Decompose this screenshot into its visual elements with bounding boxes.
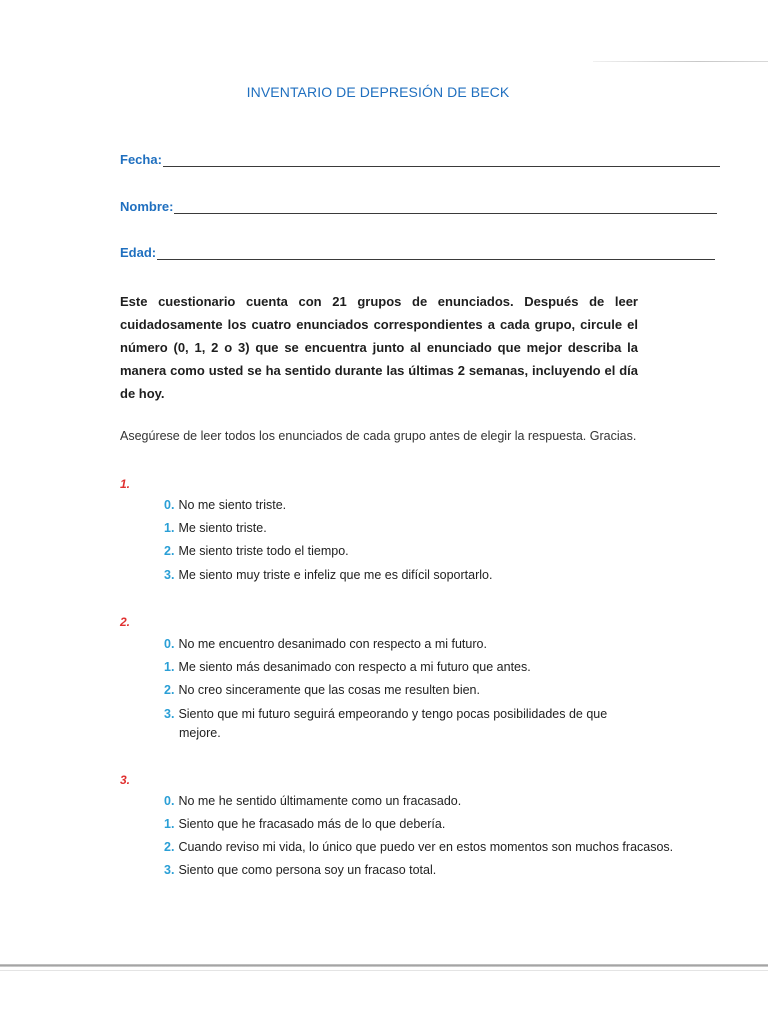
answer-option[interactable] bbox=[164, 681, 480, 700]
option-number: 0. bbox=[164, 794, 175, 808]
question-number: 1. bbox=[120, 477, 131, 491]
option-number: 0. bbox=[164, 498, 175, 512]
answer-option[interactable] bbox=[164, 861, 436, 880]
option-text: Siento que mi futuro seguirá empeorando y tengo pocas posibilidades de que bbox=[178, 707, 608, 721]
option-text: Me siento muy triste e infeliz que me es difícil soportarlo. bbox=[178, 568, 493, 582]
name-label: Nombre: bbox=[120, 199, 174, 214]
page-bottom-rule bbox=[0, 964, 768, 967]
answer-option[interactable] bbox=[164, 792, 461, 811]
option-text: Me siento triste. bbox=[178, 521, 267, 535]
document-title: INVENTARIO DE DEPRESIÓN DE BECK bbox=[246, 84, 510, 100]
date-label: Fecha: bbox=[120, 152, 162, 167]
option-number: 2. bbox=[164, 683, 175, 697]
answer-option[interactable] bbox=[164, 705, 672, 743]
date-blank-line[interactable] bbox=[163, 152, 720, 167]
answer-option[interactable] bbox=[164, 635, 487, 654]
option-text: Cuando reviso mi vida, lo único que puedo ver en estos momentos son muchos fracasos. bbox=[178, 840, 674, 854]
age-label: Edad: bbox=[120, 245, 157, 260]
option-text-continuation: mejore. bbox=[179, 726, 221, 740]
page-bottom-shadow bbox=[0, 970, 768, 971]
answer-option[interactable] bbox=[164, 542, 349, 561]
header-rule bbox=[593, 61, 768, 62]
answer-option[interactable] bbox=[164, 815, 445, 834]
option-number: 2. bbox=[164, 544, 175, 558]
option-text: Me siento más desanimado con respecto a mi futuro que antes. bbox=[178, 660, 531, 674]
answer-option[interactable] bbox=[164, 566, 492, 585]
option-text: No creo sinceramente que las cosas me resulten bien. bbox=[178, 683, 480, 697]
name-field bbox=[120, 199, 717, 214]
age-blank-line[interactable] bbox=[157, 245, 715, 260]
question-number: 3. bbox=[120, 773, 131, 787]
option-number: 1. bbox=[164, 521, 175, 535]
option-number: 3. bbox=[164, 707, 175, 721]
option-text: No me he sentido últimamente como un fracasado. bbox=[178, 794, 462, 808]
option-number: 1. bbox=[164, 817, 175, 831]
question-number: 2. bbox=[120, 615, 131, 629]
option-number: 3. bbox=[164, 863, 175, 877]
option-text: No me siento triste. bbox=[178, 498, 287, 512]
name-blank-line[interactable] bbox=[174, 199, 717, 214]
date-field bbox=[120, 152, 720, 167]
answer-option[interactable] bbox=[164, 658, 531, 677]
answer-option[interactable] bbox=[164, 838, 673, 857]
reminder-note: Asegúrese de leer todos los enunciados de cada grupo antes de elegir la respuesta. Gracias. bbox=[120, 429, 637, 443]
option-text: No me encuentro desanimado con respecto a mi futuro. bbox=[178, 637, 487, 651]
option-number: 1. bbox=[164, 660, 175, 674]
instructions-paragraph: Este cuestionario cuenta con 21 grupos de enunciados. Después de leer cuidadosamente los cuatro enunciados correspondientes a cada grupo, circule el número (0, 1, 2 o 3) que se encuentra junto al enunciado que mejor describa la manera como usted se ha sentido durante las últimas 2 semanas, incluyendo el día de hoy. bbox=[120, 294, 638, 401]
option-number: 0. bbox=[164, 637, 175, 651]
option-number: 2. bbox=[164, 840, 175, 854]
option-text: Me siento triste todo el tiempo. bbox=[178, 544, 349, 558]
answer-option[interactable] bbox=[164, 519, 267, 538]
option-text: Siento que como persona soy un fracaso total. bbox=[178, 863, 437, 877]
option-text: Siento que he fracasado más de lo que debería. bbox=[178, 817, 446, 831]
age-field bbox=[120, 245, 715, 260]
option-number: 3. bbox=[164, 568, 175, 582]
answer-option[interactable] bbox=[164, 496, 286, 515]
